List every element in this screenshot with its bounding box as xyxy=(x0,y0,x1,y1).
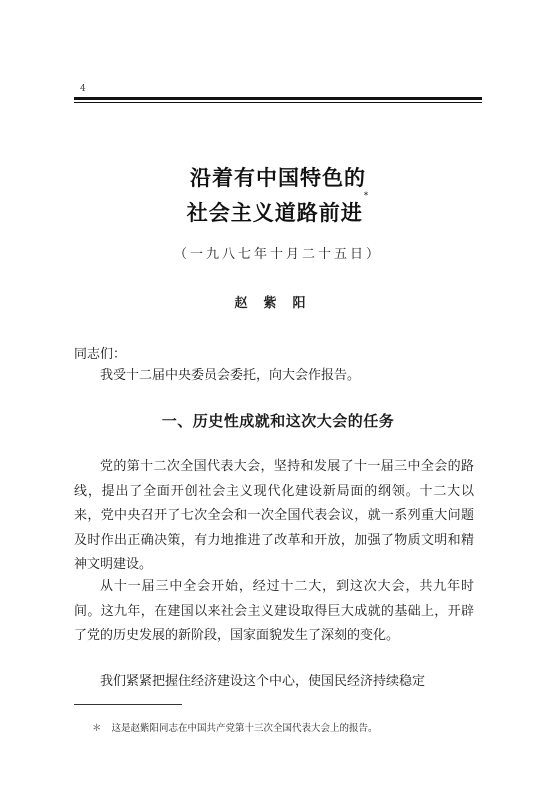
article-date: （一九八七年十月二十五日） xyxy=(173,247,382,262)
header-rule-thick xyxy=(74,97,482,100)
footnote-mark: ＊ xyxy=(92,723,102,734)
footnote xyxy=(92,720,378,734)
section-heading: 一、历史性成就和这次大会的任务 xyxy=(161,412,395,430)
article-title-line2 xyxy=(74,191,482,227)
body-paragraph-2: 从十一届三中全会开始，经过十二大，到这次大会，共九年时间。这九年，在建国以来社会主义建设取得巨大成就的基础上，开辟了党的历史发展的新阶段，国家面貌发生了深刻的变化。 xyxy=(74,579,474,643)
body-paragraph-1: 党的第十二次全国代表大会，坚持和发展了十一届三中全会的路线，提出了全面开创社会主义现代化建设新局面的纲领。十二大以来，党中央召开了七次全会和一次全国代表会议，就一系列重大问题及时作出正确决策，有力地推进了改革和开放，加强了物质文明和精神文明建设。 xyxy=(74,459,474,572)
opening-paragraph: 我受十二届中央委员会委托，向大会作报告。 xyxy=(100,368,361,383)
salutation: 同志们： xyxy=(74,347,127,362)
page-number: 4 xyxy=(80,84,86,94)
title-text-line2: 社会主义道路前进 xyxy=(186,201,363,225)
title-footnote-mark: * xyxy=(363,191,370,201)
title-text-line1: 沿着有中国特色的 xyxy=(190,166,366,190)
footnote-text: 这是赵紫阳同志在中国共产党第十三次全国代表大会上的报告。 xyxy=(111,723,378,734)
header-rule-thin xyxy=(74,102,482,103)
article-author: 赵紫阳 xyxy=(234,296,322,311)
footnote-rule xyxy=(74,704,182,705)
article-title-line1 xyxy=(74,162,482,192)
body-paragraph-3: 我们紧紧把握住经济建设这个中心，使国民经济持续稳定 xyxy=(100,674,426,689)
